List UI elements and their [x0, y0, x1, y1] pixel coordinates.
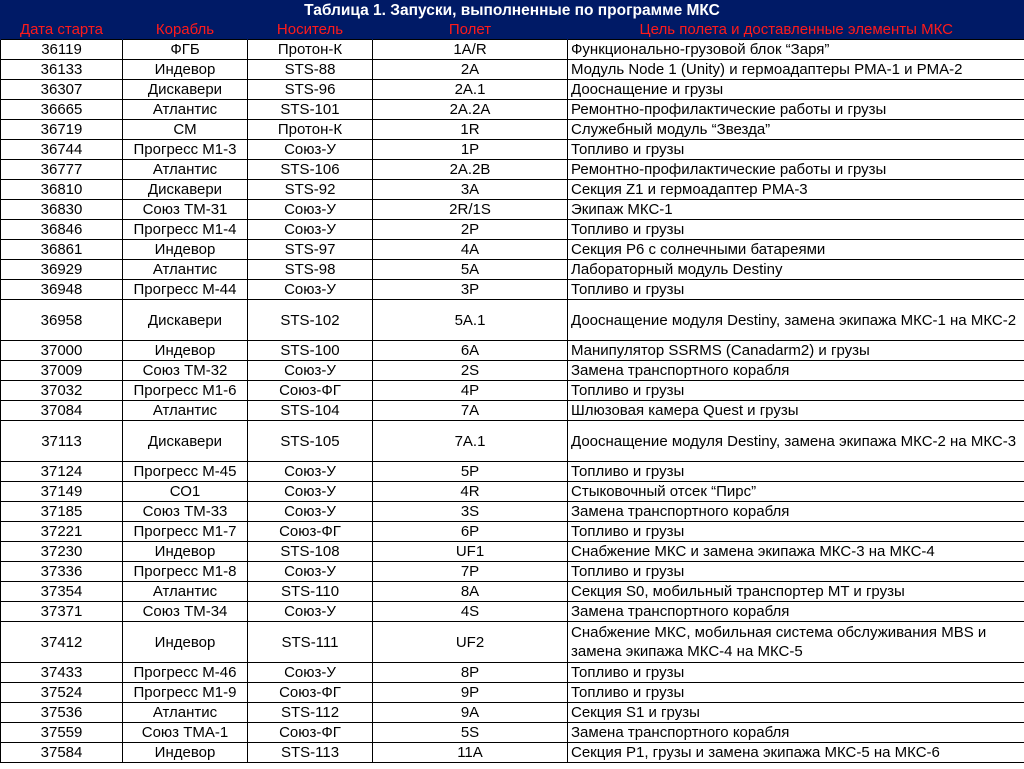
table-row [1, 482, 1024, 502]
cell-ship: Индевор [123, 622, 248, 663]
cell-carrier: STS-106 [248, 160, 373, 180]
table-row [1, 703, 1024, 723]
cell-purpose: Дооснащение и грузы [568, 80, 1024, 100]
cell-carrier: Союз-ФГ [248, 723, 373, 743]
cell-ship: Индевор [123, 743, 248, 763]
cell-flight: 1P [373, 140, 568, 160]
table-row [1, 60, 1024, 80]
cell-date: 36777 [1, 160, 123, 180]
cell-date: 37113 [1, 421, 123, 462]
cell-purpose: Топливо и грузы [568, 140, 1024, 160]
cell-flight: 7P [373, 562, 568, 582]
table-row [1, 200, 1024, 220]
cell-date: 37336 [1, 562, 123, 582]
cell-purpose: Манипулятор SSRMS (Canadarm2) и грузы [568, 341, 1024, 361]
cell-date: 37230 [1, 542, 123, 562]
table-row [1, 562, 1024, 582]
cell-ship: Прогресс М1-4 [123, 220, 248, 240]
cell-carrier: Союз-У [248, 220, 373, 240]
cell-flight: 4P [373, 381, 568, 401]
cell-date: 37084 [1, 401, 123, 421]
cell-purpose: Замена транспортного корабля [568, 602, 1024, 622]
cell-flight: 3P [373, 280, 568, 300]
cell-flight: 2S [373, 361, 568, 381]
table-row [1, 100, 1024, 120]
cell-flight: UF2 [373, 622, 568, 663]
cell-flight: 7A.1 [373, 421, 568, 462]
cell-date: 36719 [1, 120, 123, 140]
cell-ship: Прогресс М-46 [123, 663, 248, 683]
table-row [1, 280, 1024, 300]
table-row [1, 80, 1024, 100]
table-row [1, 220, 1024, 240]
cell-carrier: Союз-ФГ [248, 683, 373, 703]
cell-flight: 1A/R [373, 40, 568, 60]
cell-purpose: Лабораторный модуль Destiny [568, 260, 1024, 280]
cell-date: 37371 [1, 602, 123, 622]
cell-carrier: Союз-У [248, 462, 373, 482]
cell-date: 37149 [1, 482, 123, 502]
table-row [1, 462, 1024, 482]
cell-date: 36133 [1, 60, 123, 80]
cell-purpose: Топливо и грузы [568, 220, 1024, 240]
cell-purpose: Служебный модуль “Звезда” [568, 120, 1024, 140]
cell-date: 36958 [1, 300, 123, 341]
cell-date: 36744 [1, 140, 123, 160]
cell-date: 37185 [1, 502, 123, 522]
cell-carrier: Союз-У [248, 200, 373, 220]
cell-flight: 9P [373, 683, 568, 703]
cell-ship: Индевор [123, 341, 248, 361]
cell-flight: 8A [373, 582, 568, 602]
cell-flight: 6A [373, 341, 568, 361]
cell-purpose: Снабжение МКС и замена экипажа МКС-3 на МКС-4 [568, 542, 1024, 562]
cell-flight: 3A [373, 180, 568, 200]
cell-carrier: Союз-У [248, 602, 373, 622]
cell-date: 37536 [1, 703, 123, 723]
table-row [1, 683, 1024, 703]
cell-purpose: Секция S0, мобильный транспортер MT и грузы [568, 582, 1024, 602]
cell-date: 36846 [1, 220, 123, 240]
cell-purpose: Экипаж МКС-1 [568, 200, 1024, 220]
cell-ship: Прогресс М1-8 [123, 562, 248, 582]
cell-flight: 6P [373, 522, 568, 542]
cell-flight: 8P [373, 663, 568, 683]
cell-ship: СО1 [123, 482, 248, 502]
cell-carrier: Союз-У [248, 140, 373, 160]
cell-purpose: Топливо и грузы [568, 522, 1024, 542]
cell-flight: 5S [373, 723, 568, 743]
cell-carrier: Союз-У [248, 502, 373, 522]
cell-purpose: Функционально-грузовой блок “Заря” [568, 40, 1024, 60]
cell-purpose: Топливо и грузы [568, 663, 1024, 683]
column-header-carrier: Носитель [248, 21, 373, 40]
cell-purpose: Замена транспортного корабля [568, 502, 1024, 522]
cell-purpose: Топливо и грузы [568, 562, 1024, 582]
cell-ship: СМ [123, 120, 248, 140]
cell-carrier: STS-88 [248, 60, 373, 80]
table-row [1, 341, 1024, 361]
cell-ship: Союз ТМ-34 [123, 602, 248, 622]
cell-carrier: STS-97 [248, 240, 373, 260]
cell-flight: 2A.1 [373, 80, 568, 100]
cell-purpose: Замена транспортного корабля [568, 361, 1024, 381]
cell-carrier: STS-105 [248, 421, 373, 462]
table-row [1, 582, 1024, 602]
cell-ship: Индевор [123, 60, 248, 80]
cell-purpose: Секция Z1 и гермоадаптер PMA-3 [568, 180, 1024, 200]
cell-flight: 4S [373, 602, 568, 622]
cell-carrier: Протон-К [248, 40, 373, 60]
table-row [1, 542, 1024, 562]
cell-purpose: Топливо и грузы [568, 381, 1024, 401]
table-row [1, 240, 1024, 260]
cell-ship: Индевор [123, 240, 248, 260]
cell-purpose: Дооснащение модуля Destiny, замена экипажа МКС-2 на МКС-3 [568, 421, 1024, 462]
cell-flight: 2P [373, 220, 568, 240]
cell-purpose: Модуль Node 1 (Unity) и гермоадаптеры PMA-1 и PMA-2 [568, 60, 1024, 80]
cell-ship: Дискавери [123, 180, 248, 200]
table-row [1, 381, 1024, 401]
cell-date: 36119 [1, 40, 123, 60]
cell-carrier: STS-108 [248, 542, 373, 562]
table-row [1, 743, 1024, 763]
cell-ship: Атлантис [123, 582, 248, 602]
cell-date: 36948 [1, 280, 123, 300]
table-row [1, 160, 1024, 180]
cell-ship: Атлантис [123, 401, 248, 421]
cell-ship: Атлантис [123, 160, 248, 180]
cell-ship: Индевор [123, 542, 248, 562]
cell-date: 37524 [1, 683, 123, 703]
table-row [1, 361, 1024, 381]
table-header-row [1, 21, 1024, 40]
cell-carrier: Союз-У [248, 482, 373, 502]
cell-date: 37032 [1, 381, 123, 401]
cell-purpose: Секция P6 с солнечными батареями [568, 240, 1024, 260]
cell-ship: Прогресс М1-6 [123, 381, 248, 401]
cell-ship: Прогресс М1-7 [123, 522, 248, 542]
table-row [1, 260, 1024, 280]
cell-ship: Прогресс М1-3 [123, 140, 248, 160]
cell-ship: Союз ТМ-32 [123, 361, 248, 381]
cell-date: 37009 [1, 361, 123, 381]
cell-carrier: Союз-У [248, 562, 373, 582]
table-row [1, 622, 1024, 663]
column-header-date: Дата старта [1, 21, 123, 40]
cell-carrier: Союз-У [248, 280, 373, 300]
cell-ship: ФГБ [123, 40, 248, 60]
cell-ship: Дискавери [123, 80, 248, 100]
cell-flight: 2A [373, 60, 568, 80]
cell-date: 37000 [1, 341, 123, 361]
cell-ship: Союз ТМ-31 [123, 200, 248, 220]
cell-purpose: Замена транспортного корабля [568, 723, 1024, 743]
cell-flight: 2R/1S [373, 200, 568, 220]
cell-date: 37412 [1, 622, 123, 663]
cell-purpose: Шлюзовая камера Quest и грузы [568, 401, 1024, 421]
cell-flight: 7A [373, 401, 568, 421]
cell-carrier: STS-98 [248, 260, 373, 280]
table-row [1, 180, 1024, 200]
cell-carrier: STS-111 [248, 622, 373, 663]
cell-ship: Прогресс М1-9 [123, 683, 248, 703]
cell-purpose: Дооснащение модуля Destiny, замена экипажа МКС-1 на МКС-2 [568, 300, 1024, 341]
cell-flight: 2A.2B [373, 160, 568, 180]
cell-carrier: STS-100 [248, 341, 373, 361]
table-title: Таблица 1. Запуски, выполненные по программе МКС [0, 0, 1024, 21]
cell-purpose: Ремонтно-профилактические работы и грузы [568, 160, 1024, 180]
cell-purpose: Топливо и грузы [568, 683, 1024, 703]
cell-carrier: Союз-У [248, 361, 373, 381]
cell-ship: Дискавери [123, 300, 248, 341]
cell-ship: Союз ТМА-1 [123, 723, 248, 743]
cell-date: 36307 [1, 80, 123, 100]
cell-ship: Дискавери [123, 421, 248, 462]
column-header-ship: Корабль [123, 21, 248, 40]
cell-date: 36665 [1, 100, 123, 120]
cell-flight: 4R [373, 482, 568, 502]
cell-flight: 3S [373, 502, 568, 522]
cell-flight: 9A [373, 703, 568, 723]
cell-flight: 5P [373, 462, 568, 482]
table-row [1, 300, 1024, 341]
cell-date: 36861 [1, 240, 123, 260]
cell-flight: 4A [373, 240, 568, 260]
cell-date: 36929 [1, 260, 123, 280]
cell-flight: UF1 [373, 542, 568, 562]
table-row [1, 663, 1024, 683]
cell-date: 37559 [1, 723, 123, 743]
cell-flight: 5A [373, 260, 568, 280]
table-row [1, 723, 1024, 743]
table-row [1, 522, 1024, 542]
cell-carrier: STS-112 [248, 703, 373, 723]
cell-date: 37354 [1, 582, 123, 602]
cell-purpose: Стыковочный отсек “Пирс” [568, 482, 1024, 502]
cell-flight: 11A [373, 743, 568, 763]
cell-ship: Союз ТМ-33 [123, 502, 248, 522]
cell-ship: Прогресс М-45 [123, 462, 248, 482]
cell-purpose: Ремонтно-профилактические работы и грузы [568, 100, 1024, 120]
table-row [1, 401, 1024, 421]
cell-carrier: STS-104 [248, 401, 373, 421]
table-row [1, 502, 1024, 522]
table-row [1, 120, 1024, 140]
cell-carrier: Союз-У [248, 663, 373, 683]
cell-flight: 2A.2A [373, 100, 568, 120]
cell-carrier: STS-92 [248, 180, 373, 200]
table-row [1, 40, 1024, 60]
cell-ship: Атлантис [123, 703, 248, 723]
cell-purpose: Секция S1 и грузы [568, 703, 1024, 723]
cell-purpose: Снабжение МКС, мобильная система обслуживания MBS и замена экипажа МКС-4 на МКС-5 [568, 622, 1024, 663]
cell-purpose: Секция P1, грузы и замена экипажа МКС-5 на МКС-6 [568, 743, 1024, 763]
cell-carrier: STS-101 [248, 100, 373, 120]
table-row [1, 421, 1024, 462]
cell-ship: Прогресс М-44 [123, 280, 248, 300]
cell-ship: Атлантис [123, 100, 248, 120]
cell-flight: 5A.1 [373, 300, 568, 341]
cell-carrier: Союз-ФГ [248, 381, 373, 401]
table-row [1, 140, 1024, 160]
cell-carrier: Союз-ФГ [248, 522, 373, 542]
cell-date: 37124 [1, 462, 123, 482]
cell-carrier: Протон-К [248, 120, 373, 140]
cell-carrier: STS-113 [248, 743, 373, 763]
launch-table [0, 21, 1024, 763]
cell-carrier: STS-96 [248, 80, 373, 100]
cell-date: 37433 [1, 663, 123, 683]
table-row [1, 602, 1024, 622]
cell-purpose: Топливо и грузы [568, 280, 1024, 300]
cell-date: 37584 [1, 743, 123, 763]
cell-date: 36810 [1, 180, 123, 200]
cell-date: 36830 [1, 200, 123, 220]
cell-carrier: STS-102 [248, 300, 373, 341]
cell-purpose: Топливо и грузы [568, 462, 1024, 482]
cell-date: 37221 [1, 522, 123, 542]
cell-ship: Атлантис [123, 260, 248, 280]
cell-carrier: STS-110 [248, 582, 373, 602]
cell-flight: 1R [373, 120, 568, 140]
column-header-flight: Полет [373, 21, 568, 40]
column-header-purpose: Цель полета и доставленные элементы МКС [568, 21, 1024, 40]
